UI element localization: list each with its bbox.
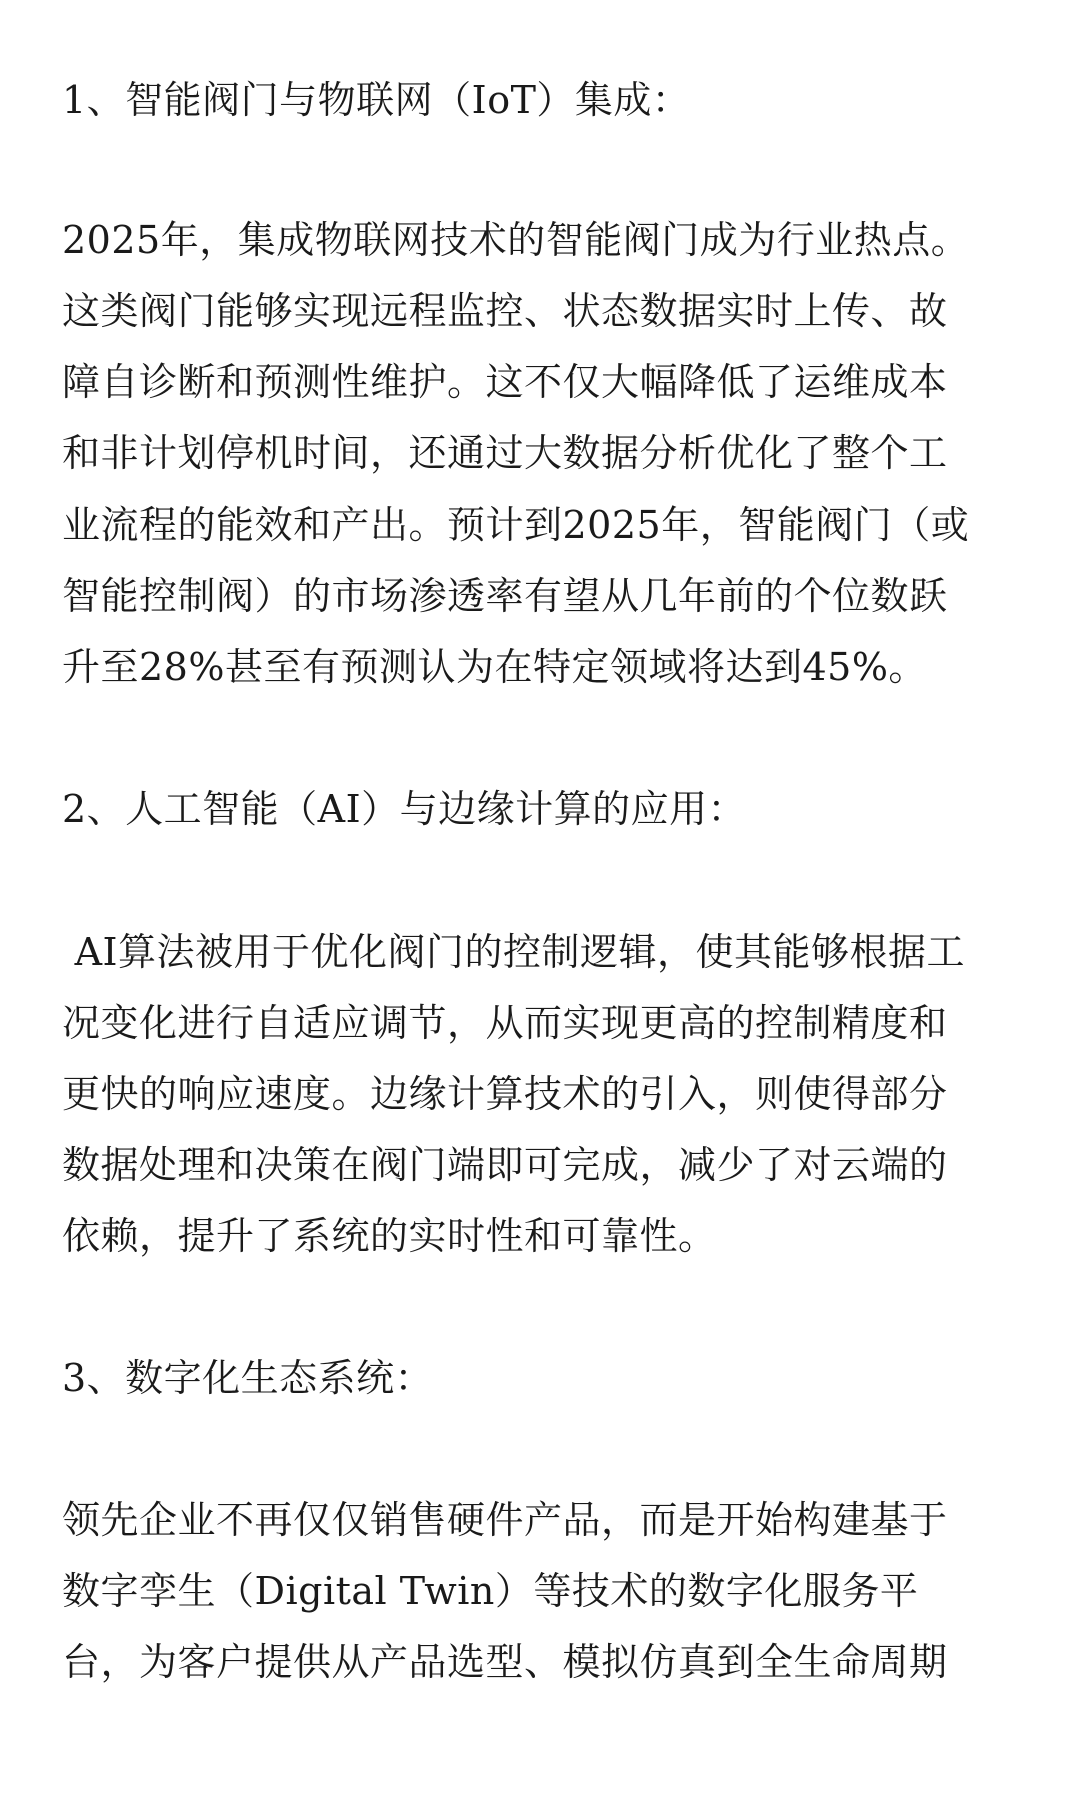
section-1-text-line: 这类阀门能够实现远程监控、状态数据实时上传、故 (62, 289, 948, 333)
section-1-text-line: 升至28%甚至有预测认为在特定领域将达到45%。 (62, 645, 927, 689)
section-3-text-line: 领先企业不再仅仅销售硬件产品，而是开始构建基于 (62, 1498, 948, 1542)
section-2-text-line: 依赖，提升了系统的实时性和可靠性。 (62, 1214, 717, 1258)
section-1-text-line: 业流程的能效和产出。预计到2025年，智能阀门（或 (62, 503, 970, 547)
section-1-text-line: 障自诊断和预测性维护。这不仅大幅降低了运维成本 (62, 360, 948, 404)
section-2-text-line: 数据处理和决策在阀门端即可完成，减少了对云端的 (62, 1143, 948, 1187)
section-1-text-line: 和非计划停机时间，还通过大数据分析优化了整个工 (62, 431, 948, 475)
section-2-text-line: 况变化进行自适应调节，从而实现更高的控制精度和 (62, 1001, 948, 1045)
section-1-heading: 1、智能阀门与物联网（IoT）集成： (62, 78, 691, 122)
section-1-text-line: 2025年，集成物联网技术的智能阀门成为行业热点。 (62, 218, 970, 262)
section-3-heading: 3、数字化生态系统： (62, 1356, 434, 1400)
section-3-text-line: 数字孪生（Digital Twin）等技术的数字化服务平 (62, 1569, 919, 1613)
section-2-text-line: AI算法被用于优化阀门的控制逻辑，使其能够根据工 (62, 930, 966, 974)
section-1-text-line: 智能控制阀）的市场渗透率有望从几年前的个位数跃 (62, 574, 948, 618)
section-2-text-line: 更快的响应速度。边缘计算技术的引入，则使得部分 (62, 1072, 948, 1116)
section-2-heading: 2、人工智能（AI）与边缘计算的应用： (62, 787, 747, 831)
section-3-text-line: 台，为客户提供从产品选型、模拟仿真到全生命周期 (62, 1640, 948, 1684)
